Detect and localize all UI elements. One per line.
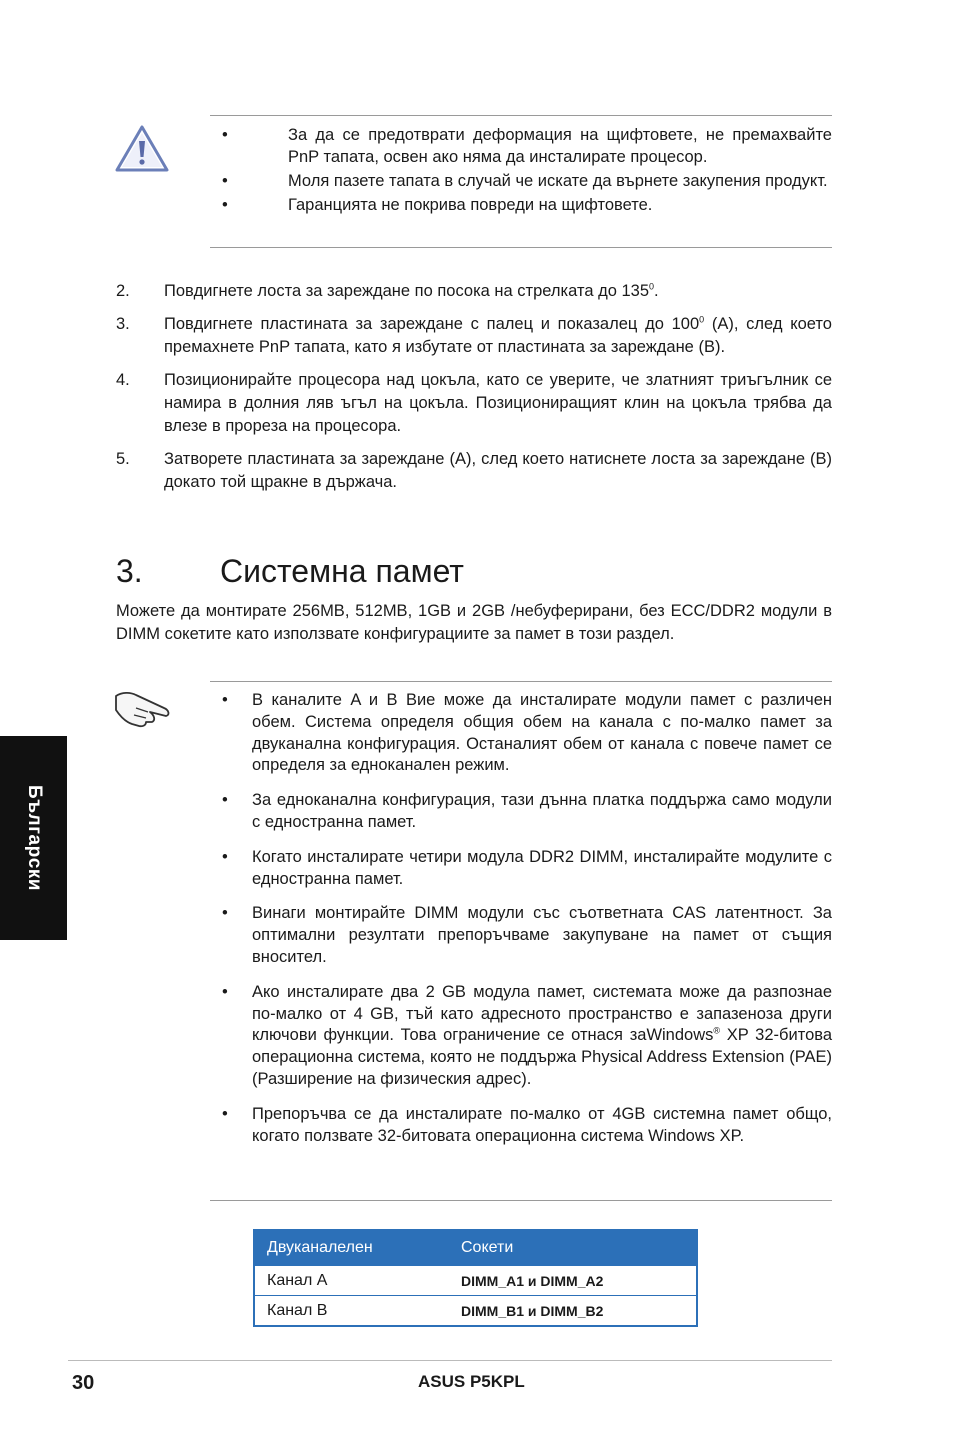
- warning-triangle-icon: [114, 124, 170, 174]
- caution-item: • Моля пазете тапата в случай че искате да върнете закупения продукт.: [222, 172, 828, 190]
- section-intro: Можете да монтирате 256MB, 512MB, 1GB и 2GB /небуферирани, без ECC/DDR2 модули в DIMM сокетите като използвате конфигурациите за памет в този раздел.: [116, 602, 832, 643]
- caution-list: [210, 124, 832, 218]
- note-list: [210, 690, 832, 1147]
- caution-item: • Гаранцията не покрива повреди на щифтовете.: [222, 196, 653, 214]
- table-cell: DIMM_B1 и DIMM_B2: [461, 1302, 604, 1319]
- table-header-row: [255, 1231, 696, 1265]
- note-item: • В каналите A и B Вие може да инсталирате модули памет с различен обем. Система определя общия обем на канала с по-малко памет за двуканална конфигурация. Останалият обем от канала с повече памет се определя за едноканален режим.: [222, 691, 832, 775]
- caution-bottom-rule: [210, 247, 832, 248]
- caution-top-rule: [210, 115, 832, 116]
- page-number: 30: [72, 1372, 95, 1394]
- step-item: 4. Позиционирайте процесора над цокъла, като се уверите, че златният триъгълник се намира в долния ляв ъгъл на цокъла. Позициониращият клин на цокъла трябва да влезе в прореза на процесора.: [116, 371, 832, 435]
- install-steps: [116, 280, 832, 494]
- table-cell: Канал A: [267, 1271, 328, 1289]
- table-row: [255, 1295, 696, 1325]
- note-bottom-rule: [210, 1200, 832, 1201]
- table-header-cell: Сокети: [461, 1239, 514, 1256]
- step-item: 5. Затворете пластината за зареждане (A), след което натиснете лоста за зареждане (B) докато той щракне в държача.: [116, 450, 832, 491]
- caution-item: • За да се предотврати деформация на щифтовете, не премахвайте PnP тапата, освен ако няма да инсталирате процесор.: [222, 126, 832, 166]
- note-item: • За едноканална конфигурация, тази дънна платка поддържа само модули с едностранна памет.: [222, 791, 832, 831]
- step-item: 2. Повдигнете лоста за зареждане по посока на стрелката до $135^0$.: [116, 281, 659, 300]
- table-cell: Канал B: [267, 1301, 328, 1319]
- product-name: ASUS P5KPL: [418, 1372, 525, 1391]
- note-item: • Ако инсталирате два 2 GB модула памет, системата може да разпознае по-малко от 4 GB, тъй като адресното пространство е запазеноза други ключови функции. Това ограничение се отнася заWindows® XP 32-битова операционна система, която не поддържа Physical Address Extension (PAE) (Разширение на физическия адрес).: [222, 982, 833, 1088]
- language-label: Български: [23, 785, 45, 891]
- footer-rule: [68, 1360, 832, 1361]
- note-item: • Винаги монтирайте DIMM модули със съответната CAS латентност. За оптимални резултати препоръчваме закупуване на памет от същия вносител.: [222, 904, 832, 966]
- step-item: 3. Повдигнете пластината за зареждане с палец и показалец до $100^0$ (A), след което премахнете PnP тапата, като я избутате от пластината за зареждане (B).: [116, 314, 832, 356]
- table-header-cell: Двуканалелен: [267, 1239, 373, 1256]
- hand-pointer-icon: [112, 684, 176, 732]
- channel-table: [253, 1229, 698, 1327]
- table-cell: DIMM_A1 и DIMM_A2: [461, 1272, 604, 1289]
- table-row: [255, 1265, 696, 1295]
- language-side-tab: [0, 736, 67, 940]
- note-item: • Препоръчва се да инсталирате по-малко от 4GB системна памет общо, когато ползвате 32-битовата операционна система Windows XP.: [222, 1104, 832, 1145]
- note-item: • Когато инсталирате четири модула DDR2 DIMM, инсталирайте модулите с едностранна памет.: [222, 847, 832, 888]
- section-title: 3. Системна памет: [116, 553, 464, 589]
- note-top-rule: [210, 681, 832, 682]
